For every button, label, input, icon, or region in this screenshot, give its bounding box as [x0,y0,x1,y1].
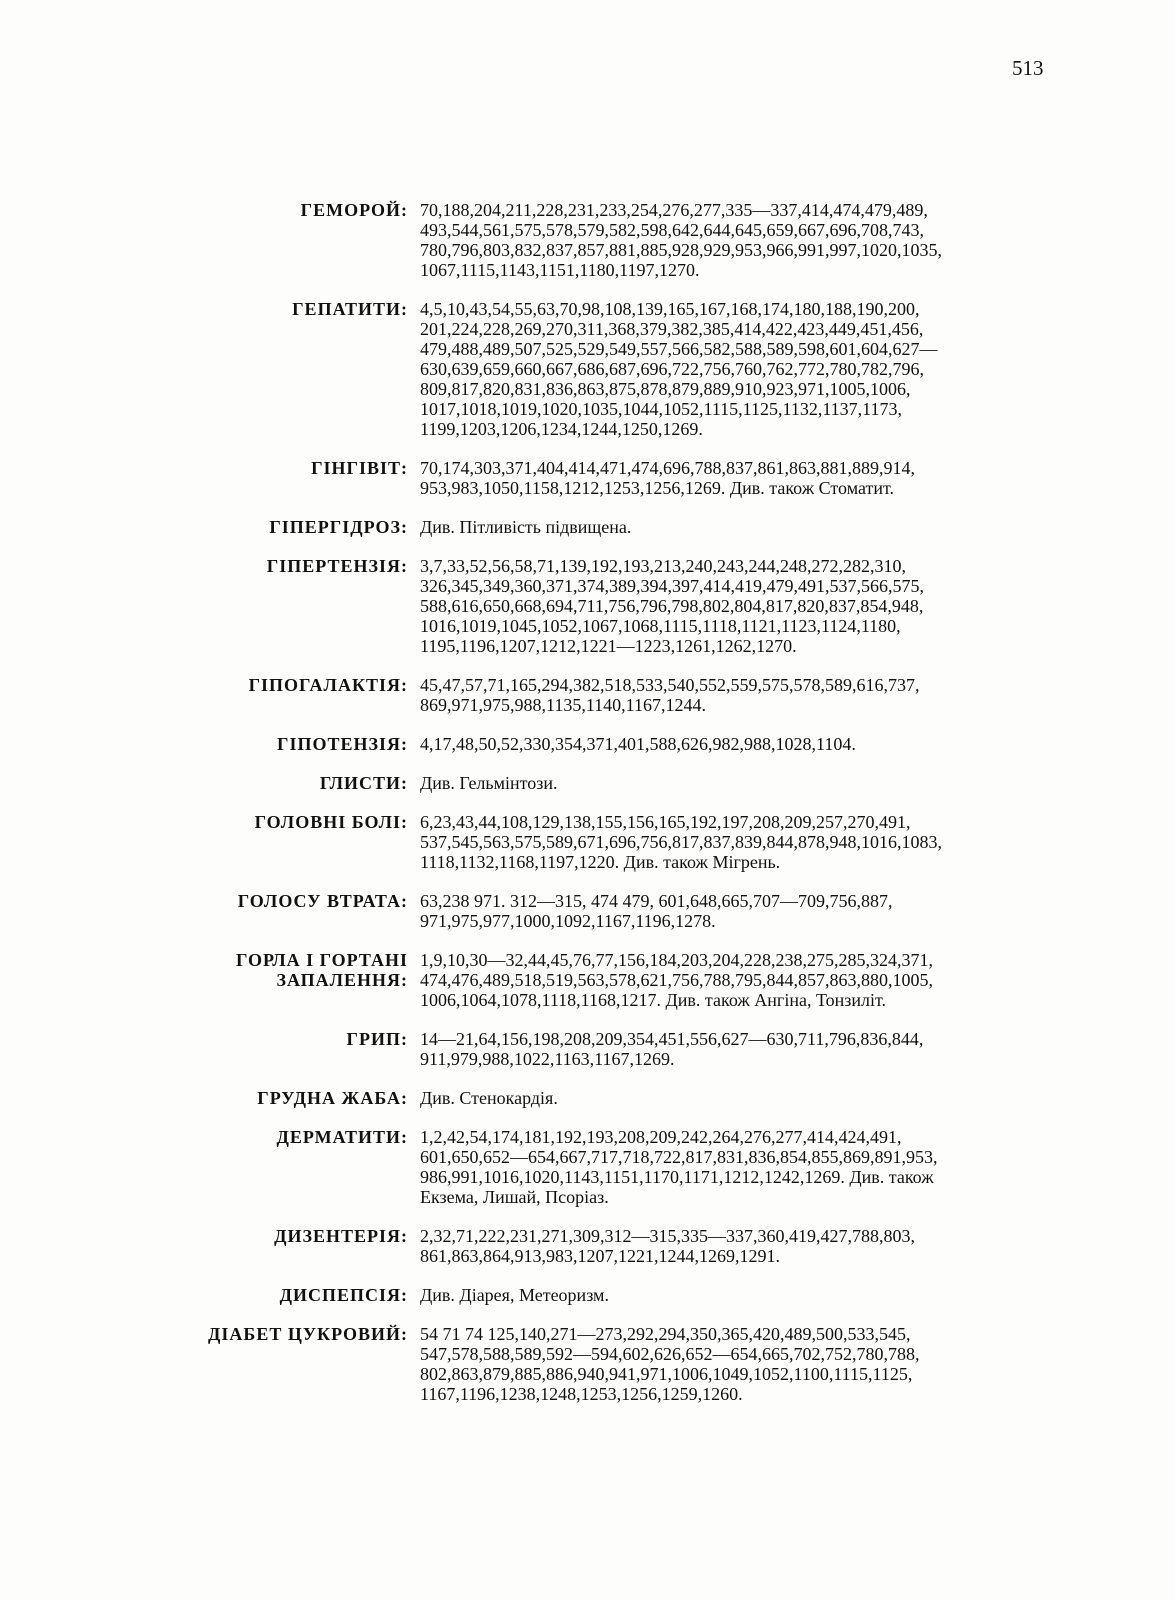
reference-line: 971,975,977,1000,1092,1167,1196,1278. [420,911,716,931]
reference-line: 54 71 74 125,140,271—273,292,294,350,365,420,489,500,533,545, [420,1324,911,1344]
index-term-line: ГІПОТЕНЗІЯ: [277,734,408,754]
reference-line: 588,616,650,668,694,711,756,796,798,802,804,817,820,837,854,948, [420,596,924,616]
reference-line: 911,979,988,1022,1163,1167,1269. [420,1049,675,1069]
reference-line: 953,983,1050,1158,1212,1253,1256,1269. Див. також Стоматит. [420,478,894,498]
index-references [420,1088,1042,1108]
reference-line: Див. Стенокардія. [420,1088,558,1108]
index-term-line: ГОЛОСУ ВТРАТА: [237,891,408,911]
reference-line: 201,224,228,269,270,311,368,379,382,385,414,422,423,449,451,456, [420,319,924,339]
index-entry [0,950,1175,1010]
index-term [0,675,420,715]
index-list [0,200,1175,1423]
index-term-line: ГРИП: [346,1029,408,1049]
index-references [420,200,1042,280]
index-term-line: ГОРЛА І ГОРТАНІ [235,950,408,970]
index-term-line: ГЕПАТИТИ: [292,299,408,319]
index-entry [0,1324,1175,1404]
reference-line: 601,650,652—654,667,717,718,722,817,831,836,854,855,869,891,953, [420,1147,938,1167]
index-term-line: ГІПОГАЛАКТІЯ: [248,675,408,695]
index-term [0,1029,420,1069]
reference-line: 479,488,489,507,525,529,549,557,566,582,588,589,598,601,604,627— [420,339,938,359]
index-term [0,299,420,439]
reference-line: 809,817,820,831,836,863,875,878,879,889,910,923,971,1005,1006, [420,379,911,399]
index-references [420,812,1042,872]
index-term [0,517,420,537]
index-entry [0,200,1175,280]
index-term-line: ДИЗЕНТЕРІЯ: [274,1226,408,1246]
index-term-line: ГІПЕРГІДРОЗ: [269,517,408,537]
index-term [0,200,420,280]
index-term-line: ГЕМОРОЙ: [300,200,408,220]
reference-line: 802,863,879,885,886,940,941,971,1006,1049,1052,1100,1115,1125, [420,1364,913,1384]
index-term [0,812,420,872]
index-references [420,1226,1042,1266]
index-term-line: ГОЛОВНІ БОЛІ: [254,812,408,832]
reference-line: 861,863,864,913,983,1207,1221,1244,1269,1291. [420,1246,780,1266]
index-term [0,1127,420,1207]
reference-line: 1195,1196,1207,1212,1221—1223,1261,1262,1270. [420,636,797,656]
reference-line: 70,188,204,211,228,231,233,254,276,277,335—337,414,474,479,489, [420,200,928,220]
reference-line: 547,578,588,589,592—594,602,626,652—654,665,702,752,780,788, [420,1344,920,1364]
index-term [0,1226,420,1266]
index-term [0,1088,420,1108]
reference-line: Див. Діарея, Метеоризм. [420,1285,609,1305]
reference-line: 2,32,71,222,231,271,309,312—315,335—337,360,419,427,788,803, [420,1226,915,1246]
index-term [0,891,420,931]
reference-line: 4,5,10,43,54,55,63,70,98,108,139,165,167,168,174,180,188,190,200, [420,299,920,319]
index-references [420,556,1042,656]
reference-line: 326,345,349,360,371,374,389,394,397,414,419,479,491,537,566,575, [420,576,924,596]
reference-line: 1199,1203,1206,1234,1244,1250,1269. [420,419,703,439]
reference-line: 6,23,43,44,108,129,138,155,156,165,192,197,208,209,257,270,491, [420,812,911,832]
reference-line: 493,544,561,575,578,579,582,598,642,644,645,659,667,696,708,743, [420,220,924,240]
index-references [420,517,1042,537]
index-term [0,458,420,498]
index-references [420,675,1042,715]
reference-line: 986,991,1016,1020,1143,1151,1170,1171,1212,1242,1269. Див. також [420,1167,934,1187]
index-entry [0,458,1175,498]
reference-line: 630,639,659,660,667,686,687,696,722,756,760,762,772,780,782,796, [420,359,924,379]
reference-line: 3,7,33,52,56,58,71,139,192,193,213,240,243,244,248,272,282,310, [420,556,906,576]
index-entry [0,891,1175,931]
reference-line: 780,796,803,832,837,857,881,885,928,929,953,966,991,997,1020,1035, [420,240,942,260]
reference-line: 1,9,10,30—32,44,45,76,77,156,184,203,204,228,238,275,285,324,371, [420,950,933,970]
index-term [0,950,420,1010]
reference-line: 45,47,57,71,165,294,382,518,533,540,552,559,575,578,589,616,737, [420,675,920,695]
reference-line: 63,238 971. 312—315, 474 479, 601,648,665,707—709,756,887, [420,891,893,911]
index-term-line: ДИСПЕПСІЯ: [279,1285,408,1305]
reference-line: Див. Пітливість підвищена. [420,517,632,537]
reference-line: 4,17,48,50,52,330,354,371,401,588,626,982,988,1028,1104. [420,734,856,754]
index-references [420,1029,1042,1069]
index-term-line: ДІАБЕТ ЦУКРОВИЙ: [208,1324,408,1344]
reference-line: 14—21,64,156,198,208,209,354,451,556,627—630,711,796,836,844, [420,1029,924,1049]
index-entry [0,517,1175,537]
index-references [420,1285,1042,1305]
index-entry [0,1226,1175,1266]
index-entry [0,1127,1175,1207]
index-term-line: ГРУДНА ЖАБА: [257,1088,408,1108]
reference-line: 474,476,489,518,519,563,578,621,756,788,795,844,857,863,880,1005, [420,970,933,990]
reference-line: Екзема, Лишай, Псоріаз. [420,1187,609,1207]
index-references [420,734,1042,754]
index-term-line: ГЛИСТИ: [319,773,408,793]
index-entry [0,1088,1175,1108]
index-term-line: ДЕРМАТИТИ: [276,1127,408,1147]
reference-line: 1067,1115,1143,1151,1180,1197,1270. [420,260,700,280]
reference-line: 537,545,563,575,589,671,696,756,817,837,839,844,878,948,1016,1083, [420,832,942,852]
index-term-line: ГІПЕРТЕНЗІЯ: [266,556,408,576]
index-term-line: ГІНГІВІТ: [311,458,408,478]
reference-line: 1167,1196,1238,1248,1253,1256,1259,1260. [420,1384,743,1404]
index-references [420,1127,1042,1207]
index-references [420,458,1042,498]
index-entry [0,1029,1175,1069]
index-term-line: ЗАПАЛЕННЯ: [276,970,408,990]
reference-line: 1006,1064,1078,1118,1168,1217. Див. також Ангіна, Тонзиліт. [420,990,886,1010]
reference-line: 1017,1018,1019,1020,1035,1044,1052,1115,1125,1132,1137,1173, [420,399,902,419]
index-term [0,773,420,793]
index-entry [0,734,1175,754]
index-references [420,299,1042,439]
reference-line: 869,971,975,988,1135,1140,1167,1244. [420,695,706,715]
index-references [420,1324,1042,1404]
index-term [0,556,420,656]
reference-line: 1016,1019,1045,1052,1067,1068,1115,1118,1121,1123,1124,1180, [420,616,901,636]
index-entry [0,1285,1175,1305]
reference-line: 1,2,42,54,174,181,192,193,208,209,242,264,276,277,414,424,491, [420,1127,902,1147]
page-number: 513 [1012,56,1044,80]
reference-line: Див. Гельмінтози. [420,773,558,793]
index-term [0,1285,420,1305]
index-entry [0,773,1175,793]
index-entry [0,299,1175,439]
index-term [0,734,420,754]
index-entry [0,812,1175,872]
index-references [420,773,1042,793]
reference-line: 70,174,303,371,404,414,471,474,696,788,837,861,863,881,889,914, [420,458,915,478]
index-entry [0,556,1175,656]
index-references [420,891,1042,931]
index-references [420,950,1042,1010]
index-entry [0,675,1175,715]
index-term [0,1324,420,1404]
reference-line: 1118,1132,1168,1197,1220. Див. також Мігрень. [420,852,781,872]
